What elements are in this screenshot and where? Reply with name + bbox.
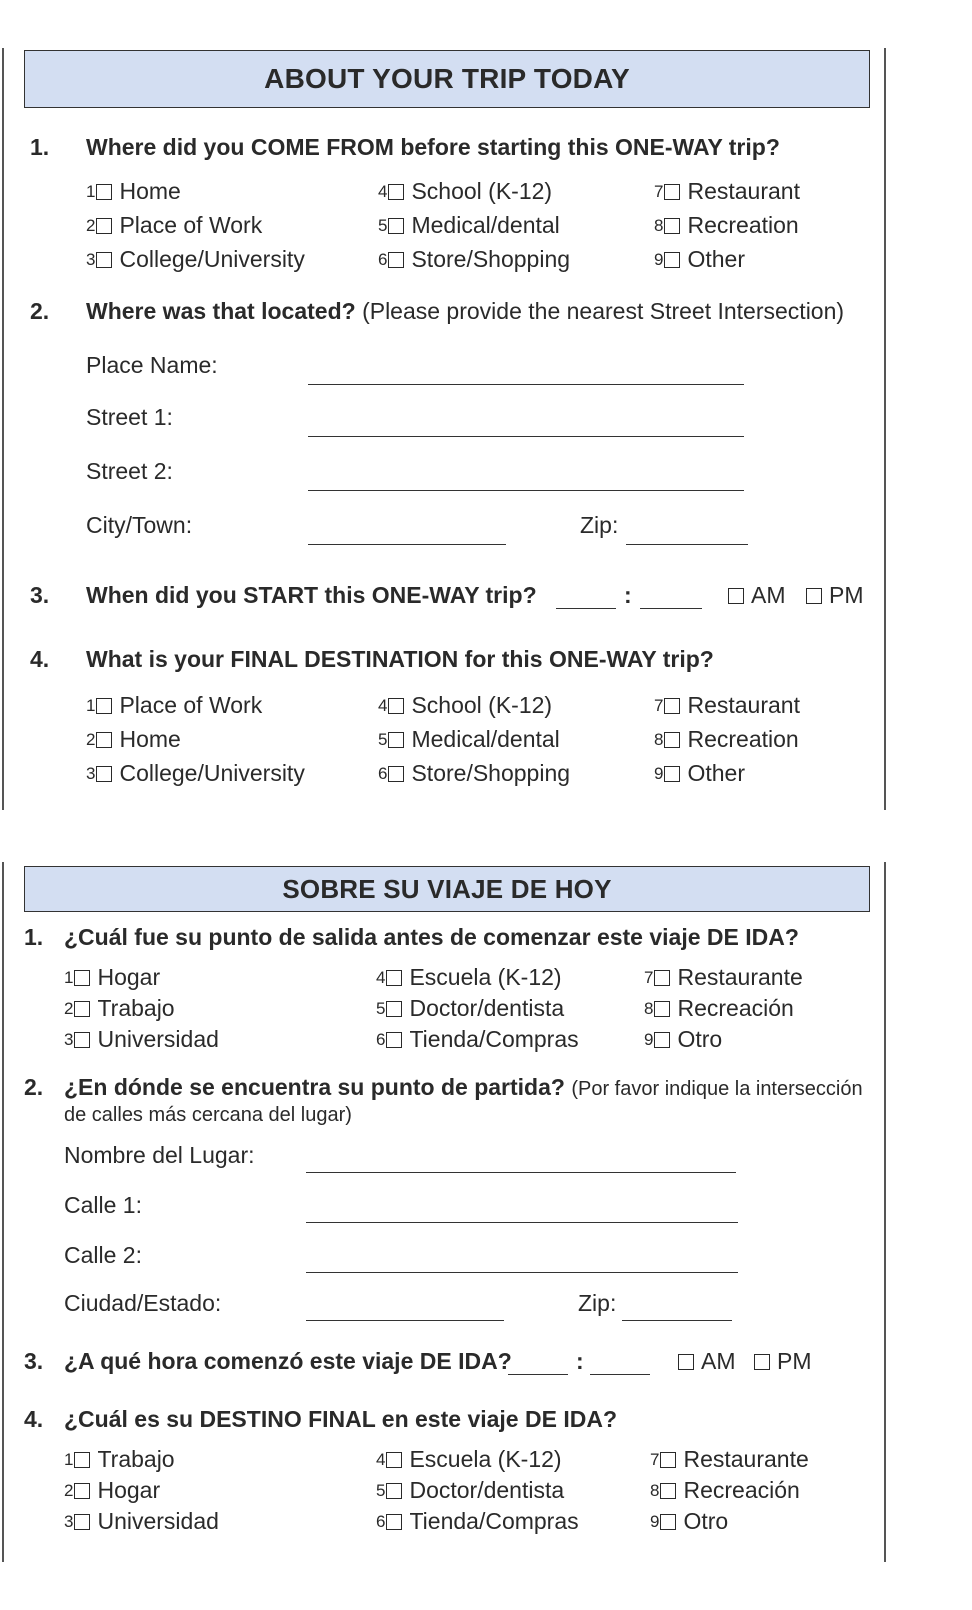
street1-label: Street 1: [86,404,173,430]
street1-field[interactable] [306,1222,738,1223]
question-text: ¿Cuál fue su punto de salida antes de comenzar este viaje DE IDA? [64,924,799,950]
checkbox-option-recreation[interactable]: 8 Recreation [654,726,799,752]
section-title: ABOUT YOUR TRIP TODAY [24,50,870,108]
zip-label: Zip: [578,1290,617,1316]
question-note: de calles más cercana del lugar) [64,1104,352,1126]
checkbox-icon[interactable] [74,1452,90,1468]
am-option[interactable]: AM [678,1348,736,1375]
left-border [2,48,4,810]
checkbox-option-restaurant[interactable]: 7 Restaurant [654,178,800,204]
checkbox-icon[interactable] [386,970,402,986]
pm-option[interactable]: PM [754,1348,812,1375]
pm-option[interactable]: PM [806,582,864,609]
checkbox-icon[interactable] [664,732,680,748]
checkbox-option-store[interactable]: 6 Store/Shopping [378,760,571,786]
street2-field[interactable] [308,490,744,491]
checkbox-icon[interactable] [754,1354,770,1370]
checkbox-option-place-of-work[interactable]: 1 Place of Work [86,692,263,718]
checkbox-option-universidad[interactable]: 3 Universidad [64,1508,219,1534]
spanish-survey-section [0,862,972,1582]
hour-field[interactable] [556,608,616,609]
question-number: 1. [30,134,50,160]
checkbox-icon[interactable] [664,218,680,234]
checkbox-option-college[interactable]: 3 College/University [86,246,305,272]
city-label: City/Town: [86,512,193,538]
checkbox-option-escuela[interactable]: 4 Escuela (K-12) [376,1446,562,1472]
checkbox-icon[interactable] [96,698,112,714]
checkbox-icon[interactable] [96,766,112,782]
checkbox-icon[interactable] [96,218,112,234]
checkbox-icon[interactable] [74,1514,90,1530]
checkbox-option-doctor[interactable]: 5 Doctor/dentista [376,1477,565,1503]
checkbox-option-tienda[interactable]: 6 Tienda/Compras [376,1508,579,1534]
place-name-label: Place Name: [86,352,218,378]
checkbox-option-recreacion[interactable]: 8 Recreación [644,995,794,1021]
street2-label: Street 2: [86,458,173,484]
question-text: ¿En dónde se encuentra su punto de partida? (Por favor indique la intersección [64,1074,863,1100]
checkbox-option-medical[interactable]: 5 Medical/dental [378,726,560,752]
checkbox-option-home[interactable]: 1 Home [86,178,181,204]
checkbox-icon[interactable] [386,1032,402,1048]
checkbox-option-doctor[interactable]: 5 Doctor/dentista [376,995,565,1021]
checkbox-option-trabajo[interactable]: 1 Trabajo [64,1446,175,1472]
question-text: ¿Cuál es su DESTINO FINAL en este viaje DE IDA? [64,1406,617,1432]
checkbox-option-hogar[interactable]: 1 Hogar [64,964,161,990]
checkbox-icon[interactable] [386,1001,402,1017]
checkbox-option-home[interactable]: 2 Home [86,726,181,752]
question-text: What is your FINAL DESTINATION for this ONE-WAY trip? [86,646,714,672]
city-field[interactable] [306,1320,504,1321]
checkbox-icon[interactable] [74,1001,90,1017]
city-label: Ciudad/Estado: [64,1290,222,1316]
section-title: SOBRE SU VIAJE DE HOY [24,866,870,912]
checkbox-option-recreation[interactable]: 8 Recreation [654,212,799,238]
checkbox-icon[interactable] [664,252,680,268]
zip-field[interactable] [626,544,748,545]
checkbox-icon[interactable] [654,1001,670,1017]
checkbox-icon[interactable] [74,970,90,986]
checkbox-icon[interactable] [388,766,404,782]
place-name-field[interactable] [308,384,744,385]
am-option[interactable]: AM [728,582,786,609]
checkbox-icon[interactable] [660,1483,676,1499]
checkbox-option-school[interactable]: 4 School (K-12) [378,178,553,204]
checkbox-icon[interactable] [96,732,112,748]
checkbox-icon[interactable] [388,732,404,748]
question-number: 3. [30,582,50,608]
checkbox-option-universidad[interactable]: 3 Universidad [64,1026,219,1052]
question-number: 2. [24,1074,44,1100]
zip-label: Zip: [580,512,619,538]
checkbox-icon[interactable] [728,588,744,604]
checkbox-option-tienda[interactable]: 6 Tienda/Compras [376,1026,579,1052]
checkbox-icon[interactable] [96,252,112,268]
city-field[interactable] [308,544,506,545]
checkbox-icon[interactable] [806,588,822,604]
zip-field[interactable] [622,1320,732,1321]
checkbox-icon[interactable] [388,184,404,200]
right-border [884,862,886,1562]
checkbox-icon[interactable] [388,218,404,234]
checkbox-icon[interactable] [664,698,680,714]
checkbox-icon[interactable] [660,1452,676,1468]
checkbox-icon[interactable] [664,766,680,782]
checkbox-icon[interactable] [386,1452,402,1468]
question-text: When did you START this ONE-WAY trip? [86,582,537,608]
checkbox-icon[interactable] [654,1032,670,1048]
checkbox-icon[interactable] [388,252,404,268]
street1-field[interactable] [308,436,744,437]
minute-field[interactable] [590,1374,650,1375]
checkbox-icon[interactable] [660,1514,676,1530]
hour-field[interactable] [508,1374,568,1375]
checkbox-icon[interactable] [654,970,670,986]
checkbox-option-otro[interactable]: 9 Otro [644,1026,723,1052]
checkbox-option-hogar[interactable]: 2 Hogar [64,1477,161,1503]
checkbox-option-restaurant[interactable]: 7 Restaurant [654,692,800,718]
checkbox-option-restaurante[interactable]: 7 Restaurante [644,964,803,990]
time-colon: : [624,582,632,608]
checkbox-icon[interactable] [96,184,112,200]
question-number: 1. [24,924,44,950]
checkbox-option-other[interactable]: 9 Other [654,760,745,786]
checkbox-option-store[interactable]: 6 Store/Shopping [378,246,571,272]
checkbox-option-trabajo[interactable]: 2 Trabajo [64,995,175,1021]
street2-field[interactable] [306,1272,738,1273]
question-number: 2. [30,298,50,324]
checkbox-icon[interactable] [386,1514,402,1530]
checkbox-option-escuela[interactable]: 4 Escuela (K-12) [376,964,562,990]
question-text: Where did you COME FROM before starting this ONE-WAY trip? [86,134,780,160]
checkbox-icon[interactable] [74,1483,90,1499]
street2-label: Calle 2: [64,1242,142,1268]
checkbox-option-other[interactable]: 9 Other [654,246,745,272]
right-border [884,48,886,810]
checkbox-icon[interactable] [388,698,404,714]
checkbox-icon[interactable] [386,1483,402,1499]
checkbox-icon[interactable] [664,184,680,200]
checkbox-icon[interactable] [74,1032,90,1048]
place-name-label: Nombre del Lugar: [64,1142,255,1168]
checkbox-option-otro[interactable]: 9 Otro [650,1508,729,1534]
checkbox-option-medical[interactable]: 5 Medical/dental [378,212,560,238]
place-name-field[interactable] [306,1172,736,1173]
checkbox-option-school[interactable]: 4 School (K-12) [378,692,553,718]
checkbox-option-restaurante[interactable]: 7 Restaurante [650,1446,809,1472]
minute-field[interactable] [640,608,702,609]
question-text: ¿A qué hora comenzó este viaje DE IDA? [64,1348,512,1374]
question-number: 4. [24,1406,44,1432]
checkbox-option-place-of-work[interactable]: 2 Place of Work [86,212,263,238]
question-number: 3. [24,1348,44,1374]
checkbox-option-college[interactable]: 3 College/University [86,760,305,786]
street1-label: Calle 1: [64,1192,142,1218]
left-border [2,862,4,1562]
checkbox-icon[interactable] [678,1354,694,1370]
time-colon: : [576,1348,584,1374]
checkbox-option-recreacion[interactable]: 8 Recreación [650,1477,800,1503]
question-text: Where was that located? (Please provide the nearest Street Intersection) [86,298,845,324]
question-number: 4. [30,646,50,672]
